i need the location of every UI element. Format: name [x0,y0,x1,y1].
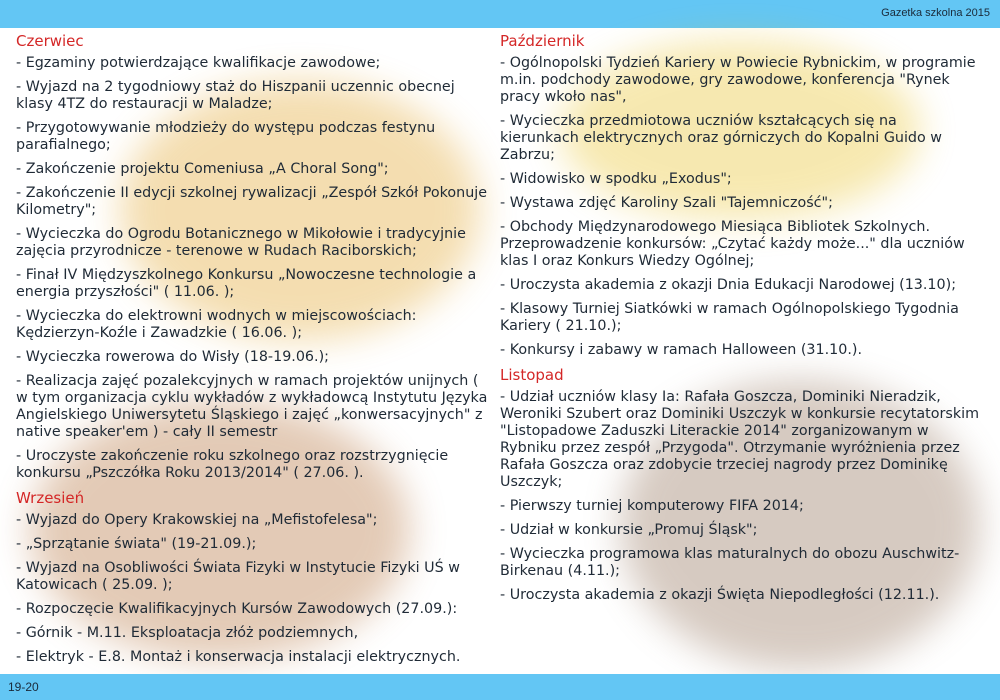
list-item: - Zakończenie projektu Comeniusa „A Choral Song"; [16,161,389,177]
list-item: - Uroczysta akademia z okazji Dnia Edukacji Narodowej (13.10); [500,277,957,293]
newsletter-title: Gazetka szkolna 2015 [881,7,990,19]
section-title-pazdziernik: Październik [500,32,585,50]
list-item: - Egzaminy potwierdzające kwalifikacje zawodowe; [16,55,381,71]
footer-bar [0,674,1000,700]
list-item: - Wycieczka programowa klas maturalnych do obozu Auschwitz-Birkenau (4.11.); [500,546,960,579]
list-item: - Finał IV Międzyszkolnego Konkursu „Nowoczesne technologie a energia przyszłości" ( 11.06. ); [16,267,477,300]
list-item: - Udział uczniów klasy Ia: Rafała Goszcza, Dominiki Nieradzik, Weroniki Szubert oraz Dominiki Uszczyk w konkursie recytatorskim "Listopadowe Zaduszki Literackie 2014" zorganizowanym w Rybniku przez zespół „Przygoda". Otrzymanie wyróżnienia przez Rafała Goszcza oraz zdobycie trzeciej nagrody przez Dominikę Uszczyk; [500,389,980,490]
list-item: - Wyjazd na Osobliwości Świata Fizyki w Instytucie Fizyki UŚ w Katowicach ( 25.09. ); [16,560,460,593]
list-item: - Wyjazd na 2 tygodniowy staż do Hiszpanii uczennic obecnej klasy 4TZ do restauracji w Maladze; [16,79,455,112]
list-item: - Wycieczka do elektrowni wodnych w miejscowościach: Kędzierzyn-Koźle i Zawadzkie ( 16.06. ); [16,308,417,341]
list-item: - Klasowy Turniej Siatkówki w ramach Ogólnopolskiego Tygodnia Kariery ( 21.10.); [500,301,959,334]
section-title-wrzesien: Wrzesień [16,489,85,507]
list-item: - Wyjazd do Opery Krakowskiej na „Mefistofelesa"; [16,512,378,528]
list-item: - Konkursy i zabawy w ramach Halloween (31.10.). [500,342,863,358]
list-item: - Wycieczka rowerowa do Wisły (18-19.06.); [16,349,329,365]
list-item: - Pierwszy turniej komputerowy FIFA 2014; [500,498,804,514]
header-bar [0,0,1000,28]
list-item: - Udział w konkursie „Promuj Śląsk"; [500,522,758,538]
list-item: - Uroczysta akademia z okazji Święta Niepodległości (12.11.). [500,587,940,603]
section-title-listopad: Listopad [500,366,564,384]
list-item: - Uroczyste zakończenie roku szkolnego oraz rozstrzygnięcie konkursu „Pszczółka Roku 2013/2014" ( 27.06. ). [16,448,449,481]
section-title-czerwiec: Czerwiec [16,32,84,50]
list-item: - Górnik - M.11. Eksploatacja złóż podziemnych, [16,625,359,641]
list-item: - Rozpoczęcie Kwalifikacyjnych Kursów Zawodowych (27.09.): [16,601,458,617]
page-number: 19-20 [8,680,39,694]
list-item: - Wycieczka do Ogrodu Botanicznego w Mikołowie i tradycyjnie zajęcia przyrodnicze - terenowe w Rudach Raciborskich; [16,226,466,259]
list-item: - Wystawa zdjęć Karoliny Szali "Tajemniczość"; [500,195,833,211]
list-item: - Zakończenie II edycji szkolnej rywalizacji „Zespół Szkół Pokonuje Kilometry"; [16,185,488,218]
right-column [500,32,980,611]
list-item: - Ogólnopolski Tydzień Kariery w Powiecie Rybnickim, w programie m.in. podchody zawodowe, gry zawodowe, konferencja "Rynek pracy wkoło nas", [500,55,976,105]
list-item: - Wycieczka przedmiotowa uczniów kształcących się na kierunkach elektrycznych oraz górniczych do Kopalni Guido w Zabrzu; [500,113,942,163]
list-item: - Elektryk - E.8. Montaż i konserwacja instalacji elektrycznych. [16,649,461,665]
list-item: - „Sprzątanie świata" (19-21.09.); [16,536,257,552]
list-item: - Realizacja zajęć pozalekcyjnych w ramach projektów unijnych ( w tym organizacja cyklu wykładów z wykładowcą Instytutu Języka Angielskiego Uniwersytetu Śląskiego i zajęć „konwersacyjnych" z native speaker'em ) - cały II semestr [16,373,488,440]
list-item: - Widowisko w spodku „Exodus"; [500,171,732,187]
list-item: - Przygotowywanie młodzieży do występu podczas festynu parafialnego; [16,120,436,153]
list-item: - Obchody Międzynarodowego Miesiąca Bibliotek Szkolnych. Przeprowadzenie konkursów: „Czytać każdy może..." dla uczniów klas I oraz Konkurs Wiedzy Ogólnej; [500,219,965,269]
left-column [16,32,494,673]
